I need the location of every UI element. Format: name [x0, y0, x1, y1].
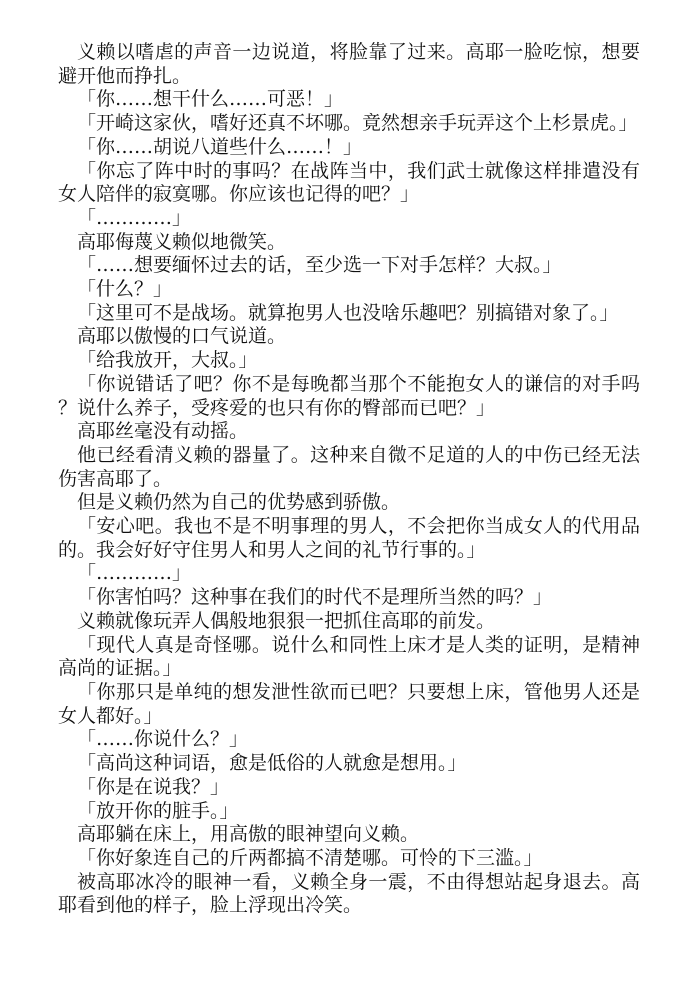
paragraph: 「你是在说我？」: [77, 775, 230, 798]
paragraph: 高耶躺在床上，用高傲的眼神望向义赖。: [77, 823, 420, 846]
paragraph: 高耶侮蔑义赖似地微笑。: [77, 230, 287, 253]
paragraph: 「什么？」: [77, 278, 173, 301]
paragraph: 「你好象连自己的斤两都搞不清楚哪。可怜的下三滥。」: [77, 846, 543, 869]
paragraph: 「你……胡说八道些什么……！」: [77, 135, 363, 158]
paragraph: 「你害怕吗？这种事在我们的时代不是理所当然的吗？」: [77, 586, 553, 609]
paragraph: 「你忘了阵中时的事吗？在战阵当中，我们武士就像这样排遣没有女人陪伴的寂寞哪。你应该也记得的吧？」: [58, 159, 640, 206]
paragraph: 「…………」: [77, 206, 192, 229]
document-page: [58, 41, 640, 918]
paragraph: 「…………」: [77, 562, 192, 585]
paragraph: 「……想要缅怀过去的话，至少选一下对手怎样？大叔。」: [77, 254, 562, 277]
paragraph: 「你……想干什么……可恶！」: [77, 88, 344, 111]
paragraph: 「安心吧。我也不是不明事理的男人，不会把你当成女人的代用品的。我会好好守住男人和男人之间的礼节行事的。」: [58, 515, 640, 561]
paragraph: 但是义赖仍然为自己的优势感到骄傲。: [77, 491, 401, 514]
paragraph: 「这里可不是战场。就算抱男人也没啥乐趣吧？别搞错对象了。」: [77, 301, 619, 324]
paragraph: 义赖就像玩弄人偶般地狠狠一把抓住高耶的前发。: [77, 609, 496, 632]
paragraph: 「现代人真是奇怪哪。说什么和同性上床才是人类的证明，是精神高尚的证据。」: [58, 633, 640, 680]
paragraph: 「开崎这家伙，嗜好还真不坏哪。竟然想亲手玩弄这个上杉景虎。」: [77, 112, 638, 135]
paragraph: 「……你说什么？」: [77, 728, 249, 751]
paragraph: 高耶丝毫没有动摇。: [77, 420, 249, 443]
paragraph: 「给我放开，大叔。」: [77, 349, 258, 372]
paragraph: 「你那只是单纯的想发泄性欲而已吧？只要想上床，管他男人还是女人都好。」: [58, 680, 640, 727]
paragraph: 他已经看清义赖的器量了。这种来自微不足道的人的中伤已经无法伤害高耶了。: [58, 443, 640, 490]
paragraph: 「高尚这种词语，愈是低俗的人就愈是想用。」: [77, 752, 467, 775]
paragraph: 高耶以傲慢的口气说道。: [77, 325, 287, 348]
paragraph: 「放开你的脏手。」: [77, 799, 239, 822]
paragraph: 义赖以嗜虐的声音一边说道，将脸靠了过来。高耶一脸吃惊，想要避开他而挣扎。: [58, 41, 640, 87]
paragraph: 「你说错话了吧？你不是每晚都当那个不能抱女人的谦信的对手吗？说什么养子，受疼爱的也只有你的臀部而已吧？」: [58, 372, 640, 419]
paragraph: 被高耶冰冷的眼神一看，义赖全身一震，不由得想站起身退去。高耶看到他的样子，脸上浮现出冷笑。: [58, 870, 640, 917]
